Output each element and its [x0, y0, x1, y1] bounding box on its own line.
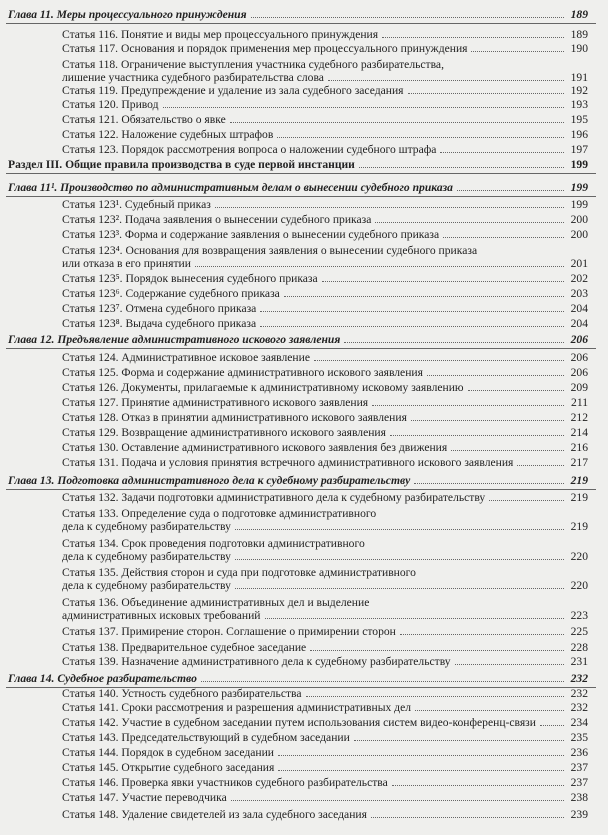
toc-entry-title: Статья 120. Привод — [62, 98, 159, 111]
leader-dots — [414, 483, 564, 484]
toc-entry-title: Статья 117. Основания и порядок применения мер процессуального принуждения — [62, 42, 468, 55]
toc-article-row — [0, 128, 608, 141]
toc-page-number: 216 — [570, 441, 588, 454]
toc-entry-title: Статья 126. Документы, прилагаемые к административному исковому заявлению — [62, 381, 464, 394]
toc-entry-title: Статья 144. Порядок в судебном заседании — [62, 746, 274, 759]
toc-article-row — [0, 317, 608, 330]
leader-dots — [235, 588, 564, 589]
toc-page-number: 238 — [570, 791, 588, 804]
toc-entry-title: Статья 127. Принятие административного искового заявления — [62, 396, 369, 409]
leader-dots — [540, 725, 564, 726]
leader-dots — [375, 222, 564, 223]
toc-entry-title-continued: или отказа в его принятии — [62, 257, 191, 270]
toc-entry-title: Статья 123⁴. Основания для возвращения заявления о вынесении судебного приказа — [62, 244, 478, 257]
toc-entry-title: Статья 137. Примирение сторон. Соглашение о примирении сторон — [62, 625, 396, 638]
toc-article-row — [0, 596, 608, 622]
toc-article-row — [0, 491, 608, 504]
toc-page-number: 237 — [570, 761, 588, 774]
toc-entry-title: Статья 116. Понятие и виды мер процессуального принуждения — [62, 28, 379, 41]
toc-entry-title-continued: административных исковых требований — [62, 609, 261, 622]
leader-dots — [390, 435, 564, 436]
toc-page-number: 234 — [570, 716, 588, 729]
leader-dots — [284, 296, 564, 297]
toc-page-number: 197 — [570, 143, 588, 156]
leader-dots — [382, 37, 564, 38]
leader-dots — [278, 770, 564, 771]
toc-page-number: 193 — [570, 98, 588, 111]
heading-rule — [6, 348, 596, 349]
toc-entry-title: Статья 123. Порядок рассмотрения вопроса о наложении судебного штрафа — [62, 143, 437, 156]
toc-entry-title: Статья 136. Объединение административных дел и выделение — [62, 596, 370, 609]
toc-article-row — [0, 287, 608, 300]
toc-page-number: 203 — [570, 287, 588, 300]
toc-article-row — [0, 228, 608, 241]
leader-dots — [215, 207, 564, 208]
toc-entry-title: Статья 135. Действия сторон и суда при подготовке административного — [62, 566, 416, 579]
toc-entry-title: Статья 143. Председательствующий в судебном заседании — [62, 731, 350, 744]
leader-dots — [310, 650, 564, 651]
toc-page-number: 199 — [570, 198, 588, 211]
leader-dots — [408, 93, 564, 94]
toc-entry-title: Статья 123³. Форма и содержание заявления о вынесении судебного приказа — [62, 228, 440, 241]
toc-article-row — [0, 761, 608, 774]
toc-page-number: 223 — [570, 609, 588, 622]
toc-page-number: 228 — [570, 641, 588, 654]
toc-article-row — [0, 456, 608, 469]
toc-page-number: 239 — [570, 808, 588, 821]
leader-dots — [235, 559, 564, 560]
toc-page-number: 209 — [570, 381, 588, 394]
toc-page-number: 192 — [570, 84, 588, 97]
toc-section-row — [0, 158, 608, 171]
toc-page-number: 195 — [570, 113, 588, 126]
toc-page-number: 235 — [570, 731, 588, 744]
toc-entry-title-continued: дела к судебному разбирательству — [62, 550, 231, 563]
leader-dots — [443, 237, 564, 238]
leader-dots — [322, 281, 564, 282]
toc-page-number: 202 — [570, 272, 588, 285]
toc-article-row — [0, 426, 608, 439]
toc-page-number: 200 — [570, 228, 588, 241]
leader-dots — [235, 529, 564, 530]
toc-entry-title: Статья 123⁷. Отмена судебного приказа — [62, 302, 257, 315]
toc-article-row — [0, 98, 608, 111]
leader-dots — [517, 465, 564, 466]
leader-dots — [163, 107, 564, 108]
leader-dots — [201, 681, 564, 682]
toc-page-number: 206 — [570, 366, 588, 379]
toc-entry-title: Статья 138. Предварительное судебное заседание — [62, 641, 307, 654]
toc-entry-title: Статья 123². Подача заявления о вынесении судебного приказа — [62, 213, 372, 226]
leader-dots — [278, 755, 564, 756]
toc-article-row — [0, 198, 608, 211]
toc-article-row — [0, 641, 608, 654]
toc-page-number: 236 — [570, 746, 588, 759]
toc-chapter-row — [0, 474, 608, 487]
toc-entry-title: Статья 130. Оставление административного искового заявления без движения — [62, 441, 448, 454]
toc-article-row — [0, 28, 608, 41]
toc-entry-title: Статья 119. Предупреждение и удаление из зала судебного заседания — [62, 84, 404, 97]
leader-dots — [260, 311, 564, 312]
toc-article-row — [0, 507, 608, 533]
toc-entry-title: Статья 129. Возвращение административного искового заявления — [62, 426, 386, 439]
toc-entry-title: Глава 11. Меры процессуального принуждения — [8, 8, 247, 21]
toc-entry-title: Статья 123⁶. Содержание судебного приказа — [62, 287, 280, 300]
toc-entry-title: Статья 123⁸. Выдача судебного приказа — [62, 317, 257, 330]
toc-page-number: 232 — [570, 672, 588, 685]
toc-entry-title: Статья 123¹. Судебный приказ — [62, 198, 211, 211]
toc-entry-title: Статья 148. Удаление свидетелей из зала судебного заседания — [62, 808, 367, 821]
toc-article-row — [0, 396, 608, 409]
heading-rule — [6, 23, 596, 24]
toc-article-row — [0, 244, 608, 270]
toc-article-row — [0, 113, 608, 126]
toc-page-number: 212 — [570, 411, 588, 424]
leader-dots — [440, 152, 564, 153]
toc-page-number: 190 — [570, 42, 588, 55]
toc-page-number: 199 — [570, 181, 588, 194]
toc-chapter-row — [0, 8, 608, 21]
leader-dots — [471, 51, 564, 52]
leader-dots — [468, 390, 564, 391]
heading-rule — [6, 196, 596, 197]
leader-dots — [314, 360, 564, 361]
leader-dots — [195, 266, 564, 267]
leader-dots — [306, 696, 564, 697]
toc-page-number: 199 — [570, 158, 588, 171]
toc-entry-title: Статья 121. Обязательство о явке — [62, 113, 226, 126]
leader-dots — [392, 785, 564, 786]
toc-article-row — [0, 411, 608, 424]
toc-article-row — [0, 716, 608, 729]
toc-entry-title: Статья 125. Форма и содержание административного искового заявления — [62, 366, 423, 379]
toc-article-row — [0, 537, 608, 563]
toc-entry-title-continued: дела к судебному разбирательству — [62, 579, 231, 592]
toc-entry-title: Статья 128. Отказ в принятии административного искового заявления — [62, 411, 407, 424]
leader-dots — [427, 375, 564, 376]
toc-page-number: 196 — [570, 128, 588, 141]
toc-page-number: 206 — [570, 351, 588, 364]
toc-article-row — [0, 746, 608, 759]
toc-page-number: 231 — [570, 655, 588, 668]
toc-article-row — [0, 351, 608, 364]
toc-entry-title: Статья 139. Назначение административного дела к судебному разбирательству — [62, 655, 451, 668]
leader-dots — [359, 167, 564, 168]
leader-dots — [230, 122, 564, 123]
toc-article-row — [0, 566, 608, 592]
toc-page-number: 204 — [570, 302, 588, 315]
toc-page-number: 225 — [570, 625, 588, 638]
leader-dots — [415, 710, 564, 711]
toc-article-row — [0, 655, 608, 668]
leader-dots — [231, 800, 564, 801]
toc-page-number: 219 — [570, 520, 588, 533]
toc-page-number: 204 — [570, 317, 588, 330]
toc-page-number: 232 — [570, 701, 588, 714]
leader-dots — [251, 17, 564, 18]
toc-entry-title: Статья 122. Наложение судебных штрафов — [62, 128, 274, 141]
leader-dots — [277, 137, 564, 138]
toc-article-row — [0, 143, 608, 156]
toc-chapter-row — [0, 181, 608, 194]
toc-article-row — [0, 731, 608, 744]
toc-page-number: 211 — [571, 396, 588, 409]
leader-dots — [372, 405, 564, 406]
leader-dots — [260, 326, 564, 327]
toc-entry-title: Глава 14. Судебное разбирательство — [8, 672, 197, 685]
toc-entry-title: Статья 132. Задачи подготовки административного дела к судебному разбирательству — [62, 491, 486, 504]
leader-dots — [265, 618, 564, 619]
toc-page-number: 219 — [570, 491, 588, 504]
leader-dots — [455, 664, 564, 665]
toc-article-row — [0, 366, 608, 379]
toc-entry-title: Глава 11¹. Производство по административным делам о вынесении судебного приказа — [8, 181, 453, 194]
leader-dots — [451, 450, 564, 451]
toc-entry-title: Статья 147. Участие переводчика — [62, 791, 227, 804]
toc-article-row — [0, 441, 608, 454]
toc-entry-title: Статья 140. Устность судебного разбирательства — [62, 687, 302, 700]
leader-dots — [400, 634, 564, 635]
toc-page-number: 189 — [570, 8, 588, 21]
leader-dots — [489, 500, 564, 501]
toc-entry-title: Статья 142. Участие в судебном заседании путем использования систем видео-конференц-связи — [62, 716, 536, 729]
toc-entry-title: Статья 134. Срок проведения подготовки административного — [62, 537, 365, 550]
toc-entry-title: Статья 118. Ограничение выступления участника судебного разбирательства, — [62, 58, 444, 71]
toc-article-row — [0, 272, 608, 285]
toc-chapter-row — [0, 672, 608, 685]
toc-entry-title: Глава 12. Предъявление административного искового заявления — [8, 333, 341, 346]
toc-entry-title: Статья 131. Подача и условия принятия встречного административного искового заявления — [62, 456, 514, 469]
toc-page-number: 217 — [570, 456, 588, 469]
toc-chapter-row — [0, 333, 608, 346]
toc-page-number: 220 — [570, 579, 588, 592]
toc-page-number: 200 — [570, 213, 588, 226]
toc-article-row — [0, 625, 608, 638]
toc-page-number: 206 — [570, 333, 588, 346]
toc-article-row — [0, 808, 608, 821]
toc-article-row — [0, 84, 608, 97]
toc-article-row — [0, 58, 608, 84]
leader-dots — [344, 342, 564, 343]
heading-rule — [6, 173, 596, 174]
toc-entry-title: Глава 13. Подготовка административного дела к судебному разбирательству — [8, 474, 411, 487]
toc-article-row — [0, 776, 608, 789]
toc-entry-title-continued: дела к судебному разбирательству — [62, 520, 231, 533]
leader-dots — [354, 740, 564, 741]
leader-dots — [457, 190, 564, 191]
toc-entry-title: Статья 145. Открытие судебного заседания — [62, 761, 275, 774]
toc-entry-title: Статья 141. Сроки рассмотрения и разрешения административных дел — [62, 701, 412, 714]
toc-entry-title: Статья 124. Административное исковое заявление — [62, 351, 310, 364]
toc-entry-title: Раздел III. Общие правила производства в суде первой инстанции — [8, 158, 355, 171]
toc-entry-title-continued: лишение участника судебного разбирательства слова — [62, 71, 324, 84]
toc-article-row — [0, 213, 608, 226]
leader-dots — [371, 817, 564, 818]
leader-dots — [328, 80, 564, 81]
toc-page-number: 214 — [570, 426, 588, 439]
toc-page-number: 232 — [570, 687, 588, 700]
toc-article-row — [0, 302, 608, 315]
toc-page-number: 237 — [570, 776, 588, 789]
toc-entry-title: Статья 133. Определение суда о подготовке административного — [62, 507, 377, 520]
toc-page-number: 201 — [570, 257, 588, 270]
toc-entry-title: Статья 146. Проверка явки участников судебного разбирательства — [62, 776, 388, 789]
toc-page-number: 219 — [570, 474, 588, 487]
toc-article-row — [0, 791, 608, 804]
toc-article-row — [0, 687, 608, 700]
heading-rule — [6, 489, 596, 490]
toc-article-row — [0, 42, 608, 55]
toc-page-number: 220 — [570, 550, 588, 563]
toc-page-number: 189 — [570, 28, 588, 41]
toc-entry-title: Статья 123⁵. Порядок вынесения судебного приказа — [62, 272, 318, 285]
toc-article-row — [0, 381, 608, 394]
toc-page-number: 191 — [570, 71, 588, 84]
toc-article-row — [0, 701, 608, 714]
leader-dots — [411, 420, 564, 421]
